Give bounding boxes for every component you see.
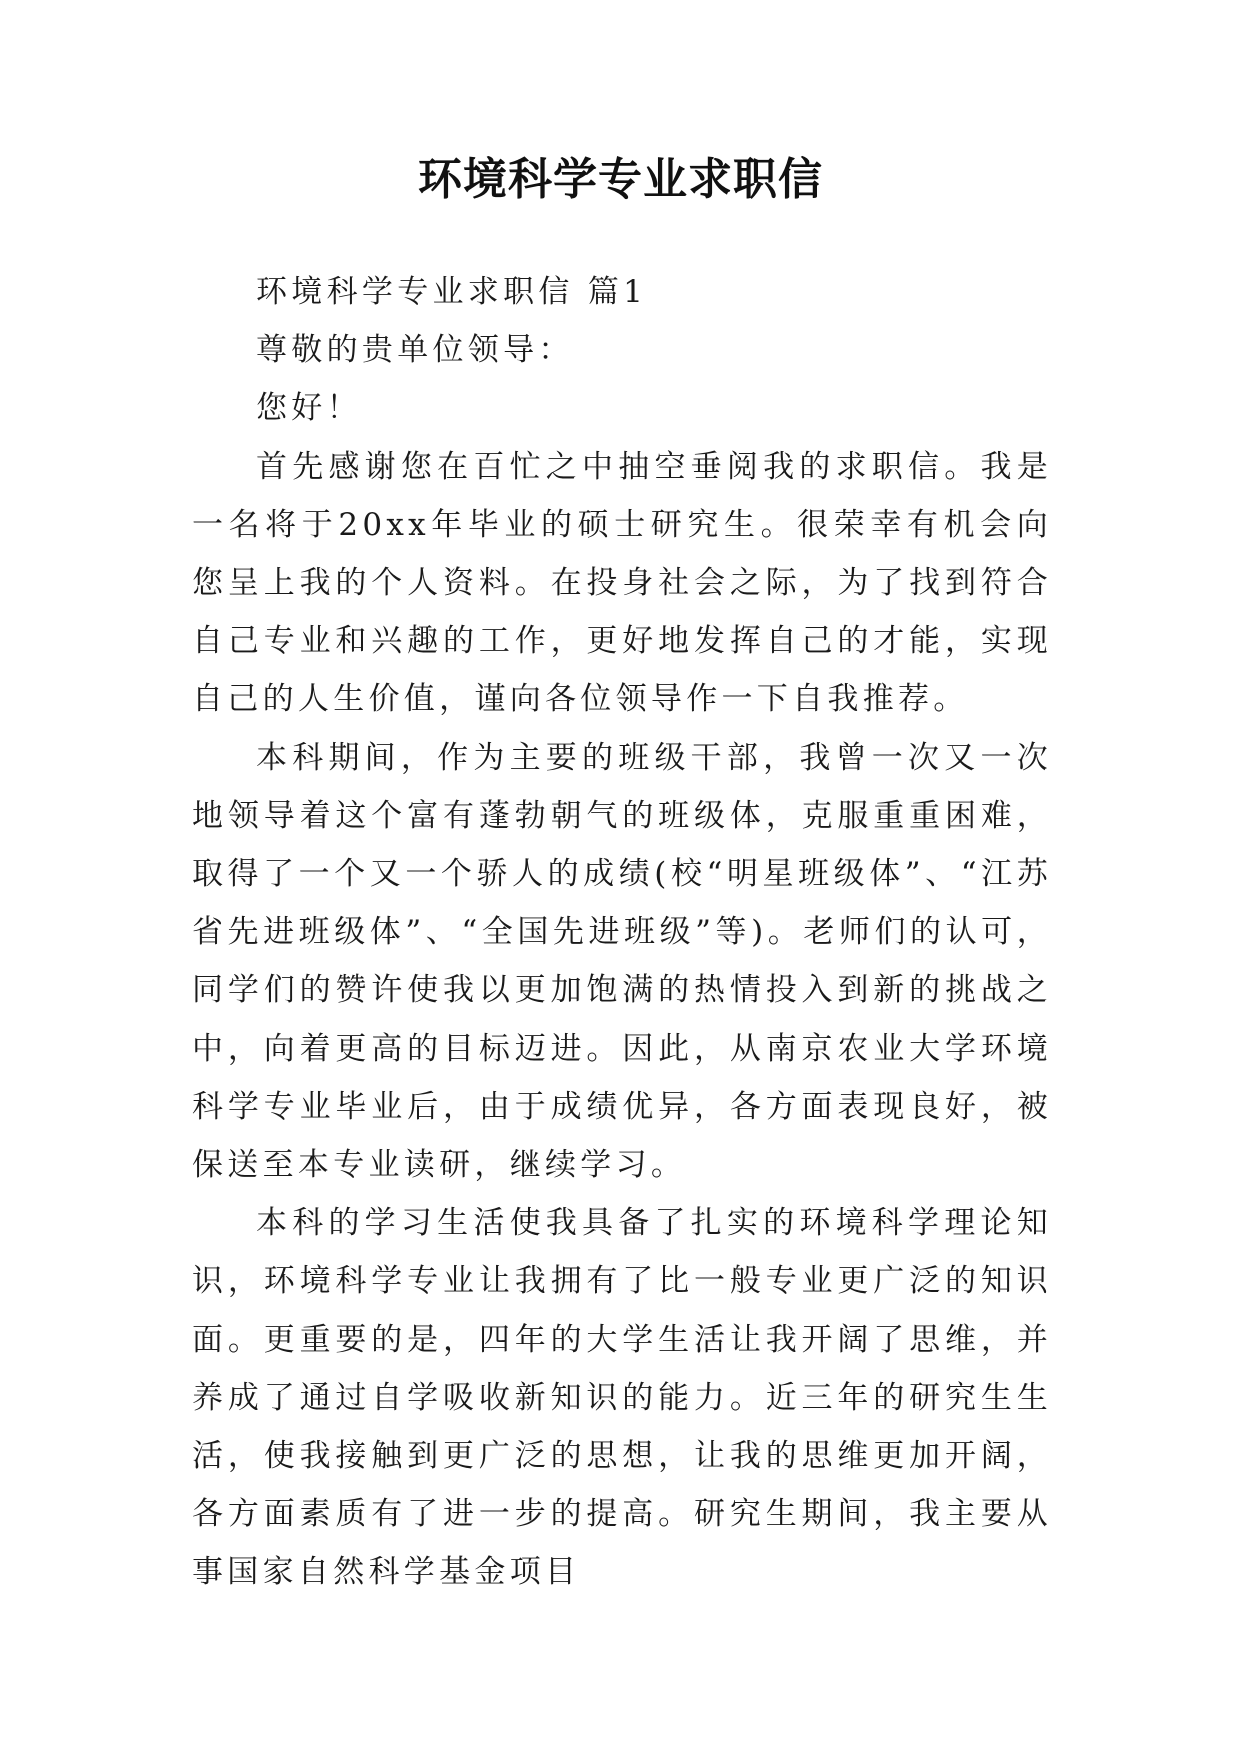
body-paragraph: 本科的学习生活使我具备了扎实的环境科学理论知识，环境科学专业让我拥有了比一般专业更广泛的知识面。更重要的是，四年的大学生活让我开阔了思维，并养成了通过自学吸收新知识的能力。近三年的研究生生活，使我接触到更广泛的思想，让我的思维更加开阔，各方面素质有了进一步的提高。研究生期间，我主要从事国家自然科学基金项目 [192, 1205, 1052, 1591]
document-body [192, 263, 1052, 1602]
body-paragraph: 本科期间，作为主要的班级干部，我曾一次又一次地领导着这个富有蓬勃朝气的班级体，克服重重困难，取得了一个又一个骄人的成绩(校“明星班级体”、“江苏省先进班级体”、“全国先进班级”等)。老师们的认可，同学们的赞许使我以更加饱满的热情投入到新的挑战之中，向着更高的目标迈进。因此，从南京农业大学环境科学专业毕业后，由于成绩优异，各方面表现良好，被保送至本专业读研，继续学习。 [192, 739, 1052, 1184]
section-heading: 环境科学专业求职信 篇1 [256, 274, 648, 310]
document-title: 环境科学专业求职信 [418, 154, 823, 205]
body-paragraph: 首先感谢您在百忙之中抽空垂阅我的求职信。我是一名将于20xx年毕业的硕士研究生。很荣幸有机会向您呈上我的个人资料。在投身社会之际，为了找到符合自己专业和兴趣的工作，更好地发挥自己的才能，实现自己的人生价值，谨向各位领导作一下自我推荐。 [192, 448, 1052, 718]
greeting: 您好！ [256, 390, 362, 427]
salutation: 尊敬的贵单位领导： [256, 332, 574, 369]
